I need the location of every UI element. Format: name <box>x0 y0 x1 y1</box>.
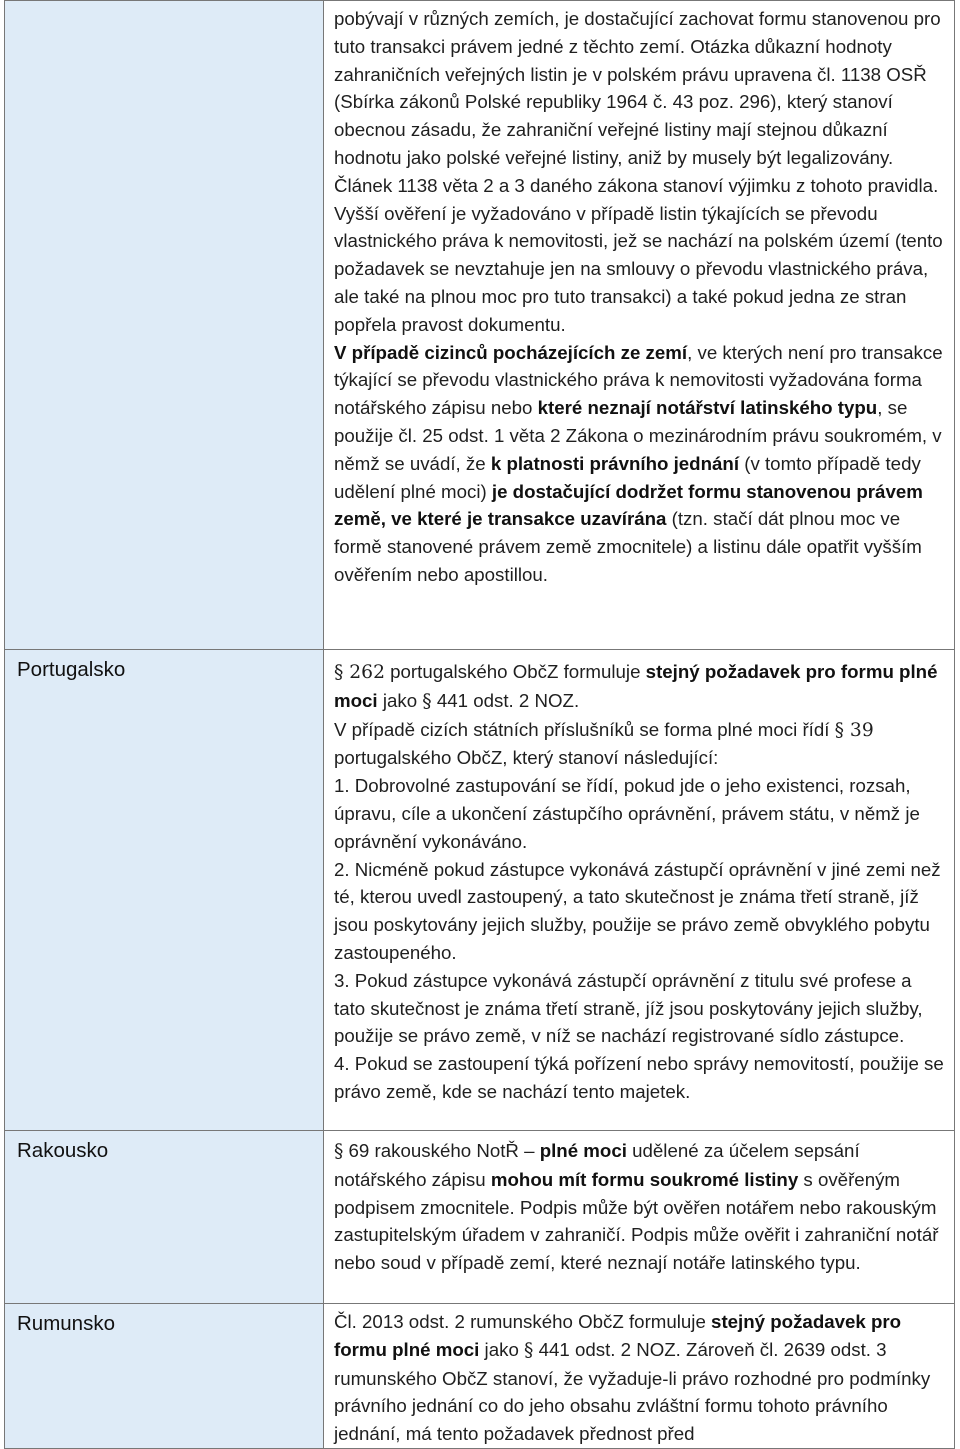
text: 441 odst. 2 NOZ. Zároveň čl. 2639 odst. 3 rumunského ObčZ stanoví, že vyžaduje-li právo rozhodné pro podmínky právního jednání co do jeho obsahu zvláštní formu tohoto právního jednání, má tento požadavek přednost před <box>334 1338 931 1445</box>
paragraph <box>334 716 946 773</box>
list-item: 4. Pokud se zastoupení týká pořízení nebo správy nemovitostí, použije se právo země, kde se nachází tento majetek. <box>334 1053 944 1102</box>
country-label <box>5 1 323 7</box>
text: , ve kterých není pro transakce týkající se převodu vlastnického práva k nemovitosti vyžadována forma notářského zápisu nebo <box>334 341 943 419</box>
law-text-cell <box>324 650 955 1131</box>
text: jako <box>377 689 423 711</box>
text: portugalského ObčZ formuluje <box>384 661 646 682</box>
paragraph <box>334 658 946 716</box>
country-cell <box>5 650 324 1131</box>
table-row <box>5 1 955 650</box>
table-row <box>5 650 955 1131</box>
text: udělené za účelem sepsání notářského zápisu <box>334 1140 860 1190</box>
text: (v tomto případě tedy udělení plné moci) <box>334 452 921 502</box>
bold-text: které neznají notářství latinského typu <box>537 397 878 419</box>
text: (tzn. stačí dát plnou moc ve formě stanovené právem země zmocnitele) a listinu dále opatřit vyšším ověřením nebo apostillou. <box>334 508 922 585</box>
text: jako <box>479 1338 525 1360</box>
section-ref: § 262 <box>334 662 385 683</box>
bold-text: stejný požadavek pro formu plné moci <box>334 661 938 711</box>
paragraph <box>334 1308 946 1448</box>
country-label: Portugalsko <box>17 658 126 681</box>
text: 69 rakouského NotŘ – <box>343 1140 540 1161</box>
country-cell <box>5 1304 324 1449</box>
bold-text: plné moci <box>539 1140 627 1161</box>
section-ref: § <box>524 1339 534 1361</box>
bold-text: stejný požadavek pro formu plné moci <box>334 1311 902 1360</box>
text: 441 odst. 2 NOZ. <box>431 689 580 711</box>
bold-text: k platnosti právního jednání <box>490 452 740 474</box>
list-item: 1. Dobrovolné zastupování se řídí, pokud jde o jeho existenci, rozsah, úpravu, cíle a ukončení zástupčího oprávnění, právem státu, v němž je oprávnění vykonáváno. <box>334 775 920 852</box>
bold-text: je dostačující dodržet formu stanovenou právem země, ve které je transakce uzavírána <box>334 480 923 530</box>
bold-text: mohou mít formu soukromé listiny <box>490 1168 799 1190</box>
bold-text: V případě cizinců pocházejících ze zemí <box>334 341 688 363</box>
law-text-cell <box>324 1 955 650</box>
country-law-table <box>4 0 955 1449</box>
section-ref: § 39 <box>834 719 874 741</box>
table-row <box>5 1131 955 1304</box>
text: s ověřeným podpisem zmocnitele. Podpis může být ověřen notářem nebo rakouským zastupitelským úřadem v zahraničí. Podpis může ověřit i zahraniční notář nebo soud v případě zemí, které neznají notáře latinského typu. <box>334 1168 939 1274</box>
law-text-cell <box>324 1304 955 1449</box>
country-label: Rumunsko <box>17 1312 115 1335</box>
list-item: 2. Nicméně pokud zástupce vykonává zástupčí oprávnění v jiné zemi než té, kterou uvedl zastoupený, a tato skutečnost je známa třetí straně, jíž jsou poskytovány jejich služby, použije se právo země obvyklého pobytu zastoupeného. <box>334 858 941 963</box>
text: , se použije čl. 25 odst. 1 věta 2 Zákona o mezinárodním právu soukromém, v němž se uvádí, že <box>334 397 942 474</box>
list-item: 3. Pokud zástupce vykonává zástupčí oprávnění z titulu své profese a tato skutečnost je známa třetí straně, jíž jsou poskytovány jejich služby, použije se právo země, v níž se nachází registrované sídlo zástupce. <box>334 969 923 1047</box>
paragraph <box>334 1137 946 1277</box>
section-ref: § <box>422 690 432 712</box>
country-cell <box>5 1 324 650</box>
country-cell <box>5 1131 324 1304</box>
section-ref: § <box>334 1141 344 1162</box>
paragraph <box>334 339 946 589</box>
law-text-cell <box>324 1131 955 1304</box>
text: portugalského ObčZ, který stanoví následující: <box>334 747 719 769</box>
paragraph: pobývají v různých zemích, je dostačující zachovat formu stanovenou pro tuto transakci právem jedné z těchto zemí. Otázka důkazní hodnoty zahraničních veřejných listin je v polském právu upravena čl. 1138 OSŘ (Sbírka zákonů Polské republiky 1964 č. 43 poz. 296), který stanoví obecnou zásadu, že zahraniční veřejné listiny mají stejnou důkazní hodnotu jako polské veřejné listiny, aniž by musely být legalizovány. Článek 1138 věta 2 a 3 daného zákona stanoví výjimku z tohoto pravidla. Vyšší ověření je vyžadováno v případě listin týkajících se převodu vlastnického práva k nemovitosti, jež se nachází na polském území (tento požadavek se nevztahuje jen na smlouvy o převodu vlastnického práva, ale také na plnou moc pro tuto transakci) a také pokud jedna ze stran popřela pravost dokumentu. <box>334 8 943 335</box>
table-row <box>5 1304 955 1449</box>
text: Čl. 2013 odst. 2 rumunského ObčZ formuluje <box>334 1311 712 1332</box>
text: V případě cizích státních příslušníků se forma plné moci řídí <box>334 718 835 740</box>
country-label: Rakousko <box>17 1139 109 1162</box>
